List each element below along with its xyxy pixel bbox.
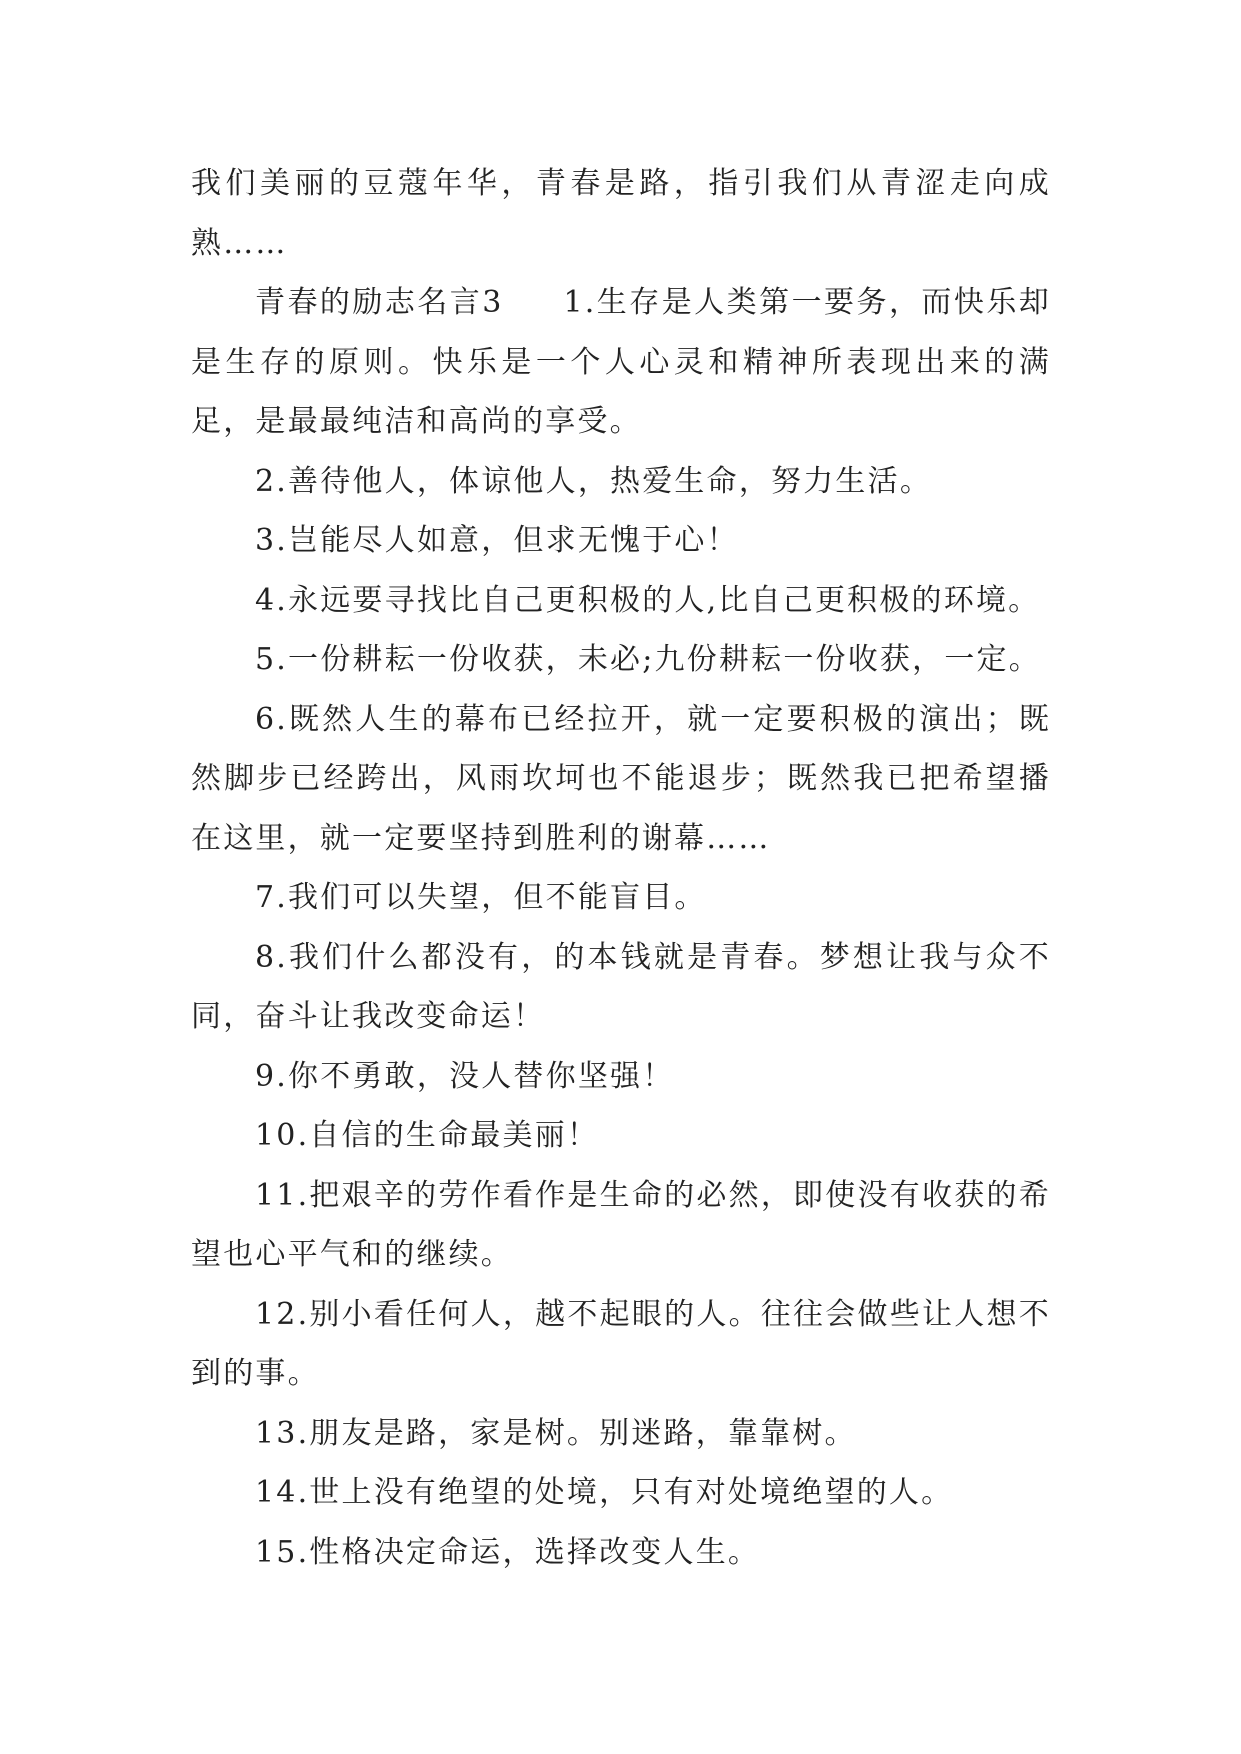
paragraph-quote-9: 9.你不勇敢，没人替你坚强！ [255, 1058, 675, 1094]
paragraph-quote-5: 5.一份耕耘一份收获，未必;九份耕耘一份收获，一定。 [255, 642, 1041, 677]
paragraph-quote-13: 13.朋友是路，家是树。别迷路，靠靠树。 [255, 1415, 857, 1451]
paragraph-quote-14: 14.世上没有绝望的处境，只有对处境绝望的人。 [255, 1475, 954, 1510]
paragraph-quote-3: 3.岂能尽人如意，但求无愧于心！ [255, 523, 739, 558]
paragraph-quote-15: 15.性格决定命运，选择改变人生。 [255, 1534, 761, 1570]
paragraph-quote-2: 2.善待他人，体谅他人，热爱生命，努力生活。 [255, 463, 933, 499]
section-heading: 青春的励志名言3 [255, 285, 504, 320]
quote-1-text: 1.生存是人类第一要务，而快乐却是生存的原则。快乐是一个人心灵和精神所表现出来的满足，是最最纯洁和高尚的享受。 [191, 285, 1051, 439]
document-body [191, 154, 1051, 1582]
paragraph-quote-7: 7.我们可以失望，但不能盲目。 [255, 880, 707, 915]
paragraph-quote-4: 4.永远要寻找比自己更积极的人,比自己更积极的环境。 [255, 582, 1041, 618]
paragraph-quote-8: 8.我们什么都没有，的本钱就是青春。梦想让我与众不同，奋斗让我改变命运！ [191, 939, 1051, 1034]
paragraph-quote-11: 11.把艰辛的劳作看作是生命的必然，即使没有收获的希望也心平气和的继续。 [191, 1177, 1051, 1272]
paragraph-quote-12: 12.别小看任何人，越不起眼的人。往往会做些让人想不到的事。 [191, 1296, 1051, 1391]
paragraph-quote-6: 6.既然人生的幕布已经拉开，就一定要积极的演出；既然脚步已经跨出，风雨坎坷也不能退步；既然我已把希望播在这里，就一定要坚持到胜利的谢幕…… [191, 701, 1051, 856]
paragraph-quote-10: 10.自信的生命最美丽！ [255, 1118, 600, 1153]
paragraph-quote-1 [191, 273, 1051, 452]
paragraph-intro: 我们美丽的豆蔻年华，青春是路，指引我们从青涩走向成熟…… [191, 166, 1051, 261]
